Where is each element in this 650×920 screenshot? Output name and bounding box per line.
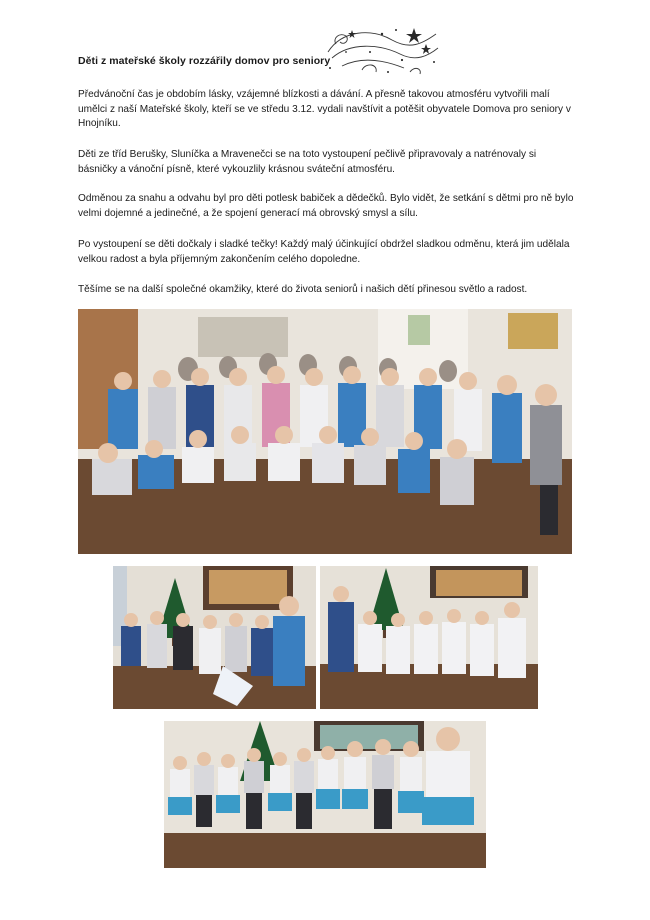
paragraph-intro: Předvánoční čas je obdobím lásky, vzájemné blízkosti a dávání. A přesně takovou atmosféru vytvořili malí umělci z naší Mateřské školy, kteří se ve středu 3.12. vydali navštívit a potěšit obyvatele Domova pro seniory v Hnojníku. [78,89,571,130]
paragraph-sweets: Po vystoupení se děti dočkaly i sladké tečky! Každý malý účinkující obdržel sladkou odměnu, která jim udělala velkou radost a byla příjemným zakončením celého dopoledne. [78,239,570,265]
paragraph-reward: Odměnou za snahu a odvahu byl pro děti potlesk babiček a dědečků. Bylo vidět, že setkání s dětmi pro ně bylo velmi dojemné a jedinečné, a že spojení generací má obrovský smysl a sílu. [78,193,574,219]
article-title: Děti z mateřské školy rozzářily domov pro seniory [78,55,331,67]
group-photo [78,309,572,554]
blue-skirts-photo [164,721,486,868]
white-costumes-photo [320,566,538,709]
tree-performance-photo [113,566,316,709]
paragraph-closing: Těšíme se na další společné okamžiky, které do života seniorů i našich dětí přinesou světlo a radost. [78,284,528,295]
paragraph-classes: Děti ze tříd Berušky, Sluníčka a Mravenečci se na toto vystoupení pečlivě připravovaly a natrénovaly si básničky a vánoční písně, které vykouzlily krásnou sváteční atmosféru. [78,149,537,175]
christmas-stars-ornament-icon [322,22,442,80]
